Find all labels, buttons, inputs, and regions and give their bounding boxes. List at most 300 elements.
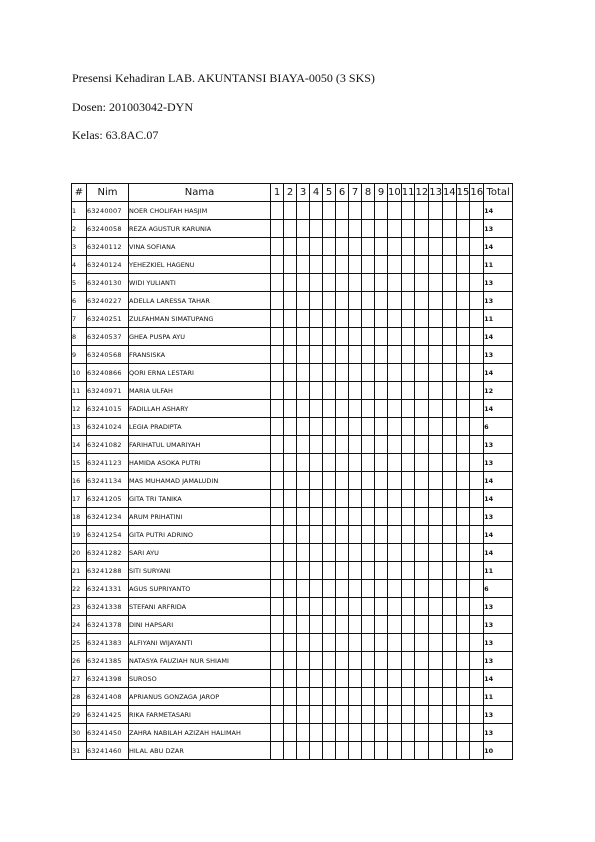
meeting-cell <box>362 562 375 580</box>
meeting-cell <box>349 724 362 742</box>
column-header: 2 <box>284 184 297 202</box>
meeting-cell <box>297 382 310 400</box>
meeting-cell <box>271 670 284 688</box>
meeting-cell <box>310 688 323 706</box>
meeting-cell <box>323 328 336 346</box>
meeting-cell <box>284 274 297 292</box>
table-row <box>72 220 513 238</box>
meeting-cell <box>442 508 456 526</box>
meeting-cell <box>415 508 429 526</box>
meeting-cell <box>362 724 375 742</box>
meeting-cell <box>388 382 402 400</box>
meeting-cell <box>336 328 349 346</box>
meeting-cell <box>456 742 470 760</box>
meeting-cell <box>271 436 284 454</box>
meeting-cell <box>362 436 375 454</box>
meeting-cell <box>297 436 310 454</box>
student-name: WIDI YULIANTI <box>129 274 271 292</box>
meeting-cell <box>429 274 443 292</box>
attendance-total: 14 <box>484 526 513 544</box>
meeting-cell <box>310 400 323 418</box>
meeting-cell <box>442 580 456 598</box>
meeting-cell <box>429 580 443 598</box>
student-nim: 63241331 <box>87 580 129 598</box>
meeting-cell <box>442 454 456 472</box>
meeting-cell <box>297 238 310 256</box>
meeting-cell <box>388 688 402 706</box>
student-nim: 63240866 <box>87 364 129 382</box>
table-row <box>72 706 513 724</box>
meeting-cell <box>349 256 362 274</box>
meeting-cell <box>401 598 415 616</box>
meeting-cell <box>310 598 323 616</box>
attendance-table <box>71 183 513 760</box>
meeting-cell <box>323 490 336 508</box>
meeting-cell <box>310 418 323 436</box>
row-number: 18 <box>72 508 87 526</box>
meeting-cell <box>362 670 375 688</box>
meeting-cell <box>375 400 388 418</box>
student-nim: 63241460 <box>87 742 129 760</box>
row-number: 17 <box>72 490 87 508</box>
meeting-cell <box>284 706 297 724</box>
meeting-cell <box>429 490 443 508</box>
meeting-cell <box>442 526 456 544</box>
student-name: HAMIDA ASOKA PUTRI <box>129 454 271 472</box>
meeting-cell <box>375 580 388 598</box>
meeting-cell <box>401 454 415 472</box>
meeting-cell <box>415 220 429 238</box>
attendance-total: 6 <box>484 418 513 436</box>
meeting-cell <box>284 652 297 670</box>
student-nim: 63241123 <box>87 454 129 472</box>
meeting-cell <box>284 724 297 742</box>
meeting-cell <box>388 418 402 436</box>
student-nim: 63241024 <box>87 418 129 436</box>
meeting-cell <box>323 526 336 544</box>
meeting-cell <box>375 526 388 544</box>
attendance-total: 13 <box>484 508 513 526</box>
meeting-cell <box>442 490 456 508</box>
meeting-cell <box>271 346 284 364</box>
meeting-cell <box>429 418 443 436</box>
row-number: 21 <box>72 562 87 580</box>
meeting-cell <box>310 508 323 526</box>
student-name: SUROSO <box>129 670 271 688</box>
meeting-cell <box>362 364 375 382</box>
meeting-cell <box>456 238 470 256</box>
meeting-cell <box>456 310 470 328</box>
table-row <box>72 598 513 616</box>
meeting-cell <box>349 580 362 598</box>
meeting-cell <box>271 724 284 742</box>
meeting-cell <box>429 544 443 562</box>
table-row <box>72 454 513 472</box>
meeting-cell <box>375 292 388 310</box>
meeting-cell <box>388 292 402 310</box>
meeting-cell <box>323 688 336 706</box>
meeting-cell <box>297 688 310 706</box>
meeting-cell <box>442 652 456 670</box>
meeting-cell <box>349 364 362 382</box>
meeting-cell <box>401 346 415 364</box>
column-header: 15 <box>456 184 470 202</box>
meeting-cell <box>284 742 297 760</box>
attendance-total: 14 <box>484 670 513 688</box>
meeting-cell <box>271 580 284 598</box>
student-nim: 63241288 <box>87 562 129 580</box>
meeting-cell <box>442 724 456 742</box>
meeting-cell <box>323 634 336 652</box>
meeting-cell <box>297 418 310 436</box>
meeting-cell <box>456 562 470 580</box>
meeting-cell <box>429 220 443 238</box>
meeting-cell <box>362 202 375 220</box>
student-name: SARI AYU <box>129 544 271 562</box>
meeting-cell <box>284 508 297 526</box>
meeting-cell <box>429 454 443 472</box>
attendance-total: 13 <box>484 652 513 670</box>
column-header: 8 <box>362 184 375 202</box>
meeting-cell <box>401 436 415 454</box>
meeting-cell <box>429 724 443 742</box>
meeting-cell <box>442 742 456 760</box>
meeting-cell <box>323 202 336 220</box>
meeting-cell <box>310 364 323 382</box>
meeting-cell <box>284 400 297 418</box>
meeting-cell <box>349 400 362 418</box>
row-number: 3 <box>72 238 87 256</box>
meeting-cell <box>336 598 349 616</box>
column-header: 7 <box>349 184 362 202</box>
meeting-cell <box>336 220 349 238</box>
meeting-cell <box>415 436 429 454</box>
meeting-cell <box>375 634 388 652</box>
meeting-cell <box>284 454 297 472</box>
meeting-cell <box>310 454 323 472</box>
row-number: 19 <box>72 526 87 544</box>
meeting-cell <box>415 274 429 292</box>
meeting-cell <box>310 202 323 220</box>
meeting-cell <box>271 274 284 292</box>
meeting-cell <box>349 382 362 400</box>
meeting-cell <box>336 400 349 418</box>
meeting-cell <box>470 472 484 490</box>
meeting-cell <box>323 652 336 670</box>
row-number: 26 <box>72 652 87 670</box>
meeting-cell <box>470 418 484 436</box>
meeting-cell <box>375 544 388 562</box>
meeting-cell <box>323 274 336 292</box>
meeting-cell <box>349 310 362 328</box>
meeting-cell <box>297 562 310 580</box>
meeting-cell <box>336 292 349 310</box>
meeting-cell <box>388 364 402 382</box>
meeting-cell <box>429 382 443 400</box>
meeting-cell <box>336 670 349 688</box>
student-nim: 63241282 <box>87 544 129 562</box>
meeting-cell <box>388 580 402 598</box>
student-name: ZAHRA NABILAH AZIZAH HALIMAH <box>129 724 271 742</box>
meeting-cell <box>336 310 349 328</box>
meeting-cell <box>415 256 429 274</box>
meeting-cell <box>470 328 484 346</box>
meeting-cell <box>284 670 297 688</box>
meeting-cell <box>470 670 484 688</box>
student-nim: 63241425 <box>87 706 129 724</box>
meeting-cell <box>336 382 349 400</box>
meeting-cell <box>310 670 323 688</box>
student-nim: 63241134 <box>87 472 129 490</box>
meeting-cell <box>470 346 484 364</box>
meeting-cell <box>271 688 284 706</box>
meeting-cell <box>349 526 362 544</box>
student-name: DINI HAPSARI <box>129 616 271 634</box>
column-header: Nim <box>87 184 129 202</box>
student-name: RIKA FARMETASARI <box>129 706 271 724</box>
meeting-cell <box>349 616 362 634</box>
student-name: QORI ERNA LESTARI <box>129 364 271 382</box>
student-name: APRIANUS GONZAGA JAROP <box>129 688 271 706</box>
meeting-cell <box>323 616 336 634</box>
meeting-cell <box>429 436 443 454</box>
attendance-total: 13 <box>484 346 513 364</box>
meeting-cell <box>271 400 284 418</box>
meeting-cell <box>310 562 323 580</box>
meeting-cell <box>336 724 349 742</box>
meeting-cell <box>336 652 349 670</box>
meeting-cell <box>456 328 470 346</box>
meeting-cell <box>362 418 375 436</box>
meeting-cell <box>401 238 415 256</box>
meeting-cell <box>429 670 443 688</box>
meeting-cell <box>336 364 349 382</box>
meeting-cell <box>375 364 388 382</box>
page-title: Presensi Kehadiran LAB. AKUNTANSI BIAYA-0050 (3 SKS) <box>72 71 375 85</box>
column-header: 16 <box>470 184 484 202</box>
meeting-cell <box>429 706 443 724</box>
meeting-cell <box>375 418 388 436</box>
meeting-cell <box>388 526 402 544</box>
meeting-cell <box>284 220 297 238</box>
meeting-cell <box>375 670 388 688</box>
meeting-cell <box>470 490 484 508</box>
meeting-cell <box>415 310 429 328</box>
meeting-cell <box>375 220 388 238</box>
student-name: AGUS SUPRIYANTO <box>129 580 271 598</box>
meeting-cell <box>362 382 375 400</box>
meeting-cell <box>310 436 323 454</box>
meeting-cell <box>310 238 323 256</box>
meeting-cell <box>442 382 456 400</box>
meeting-cell <box>388 472 402 490</box>
meeting-cell <box>271 616 284 634</box>
student-nim: 63241082 <box>87 436 129 454</box>
student-nim: 63240568 <box>87 346 129 364</box>
meeting-cell <box>336 508 349 526</box>
student-name: FARIHATUL UMARIYAH <box>129 436 271 454</box>
meeting-cell <box>336 256 349 274</box>
meeting-cell <box>362 652 375 670</box>
meeting-cell <box>442 688 456 706</box>
meeting-cell <box>470 634 484 652</box>
meeting-cell <box>271 598 284 616</box>
attendance-total: 13 <box>484 274 513 292</box>
meeting-cell <box>284 544 297 562</box>
column-header: 14 <box>442 184 456 202</box>
row-number: 29 <box>72 706 87 724</box>
meeting-cell <box>349 634 362 652</box>
meeting-cell <box>336 544 349 562</box>
meeting-cell <box>388 256 402 274</box>
meeting-cell <box>284 436 297 454</box>
meeting-cell <box>297 724 310 742</box>
meeting-cell <box>470 706 484 724</box>
meeting-cell <box>415 598 429 616</box>
row-number: 27 <box>72 670 87 688</box>
meeting-cell <box>297 328 310 346</box>
meeting-cell <box>323 220 336 238</box>
meeting-cell <box>456 472 470 490</box>
student-name: MAS MUHAMAD JAMALUDIN <box>129 472 271 490</box>
meeting-cell <box>336 274 349 292</box>
meeting-cell <box>349 490 362 508</box>
attendance-total: 13 <box>484 220 513 238</box>
meeting-cell <box>429 310 443 328</box>
meeting-cell <box>470 562 484 580</box>
meeting-cell <box>388 238 402 256</box>
column-header: 13 <box>429 184 443 202</box>
student-nim: 63240007 <box>87 202 129 220</box>
meeting-cell <box>388 670 402 688</box>
meeting-cell <box>271 634 284 652</box>
meeting-cell <box>323 364 336 382</box>
meeting-cell <box>470 544 484 562</box>
meeting-cell <box>362 490 375 508</box>
meeting-cell <box>442 346 456 364</box>
meeting-cell <box>284 472 297 490</box>
meeting-cell <box>310 220 323 238</box>
table-row <box>72 292 513 310</box>
row-number: 10 <box>72 364 87 382</box>
attendance-total: 13 <box>484 292 513 310</box>
meeting-cell <box>415 544 429 562</box>
student-name: ZULFAHMAN SIMATUPANG <box>129 310 271 328</box>
meeting-cell <box>456 274 470 292</box>
meeting-cell <box>271 508 284 526</box>
meeting-cell <box>310 382 323 400</box>
meeting-cell <box>271 220 284 238</box>
row-number: 5 <box>72 274 87 292</box>
row-number: 6 <box>72 292 87 310</box>
meeting-cell <box>456 598 470 616</box>
meeting-cell <box>456 706 470 724</box>
table-row <box>72 652 513 670</box>
student-name: SITI SURYANI <box>129 562 271 580</box>
meeting-cell <box>456 544 470 562</box>
meeting-cell <box>271 526 284 544</box>
meeting-cell <box>470 220 484 238</box>
attendance-total: 11 <box>484 256 513 274</box>
meeting-cell <box>429 292 443 310</box>
table-row <box>72 490 513 508</box>
meeting-cell <box>323 724 336 742</box>
meeting-cell <box>362 544 375 562</box>
meeting-cell <box>429 742 443 760</box>
meeting-cell <box>429 634 443 652</box>
meeting-cell <box>401 706 415 724</box>
meeting-cell <box>401 634 415 652</box>
meeting-cell <box>401 364 415 382</box>
student-name: ALFIYANI WIJAYANTI <box>129 634 271 652</box>
meeting-cell <box>442 598 456 616</box>
student-nim: 63240971 <box>87 382 129 400</box>
attendance-total: 14 <box>484 328 513 346</box>
meeting-cell <box>429 562 443 580</box>
table-row <box>72 256 513 274</box>
meeting-cell <box>415 634 429 652</box>
meeting-cell <box>323 580 336 598</box>
table-row <box>72 274 513 292</box>
meeting-cell <box>349 454 362 472</box>
meeting-cell <box>271 328 284 346</box>
meeting-cell <box>323 706 336 724</box>
meeting-cell <box>336 706 349 724</box>
meeting-cell <box>362 508 375 526</box>
meeting-cell <box>375 454 388 472</box>
meeting-cell <box>429 256 443 274</box>
meeting-cell <box>284 382 297 400</box>
meeting-cell <box>470 724 484 742</box>
row-number: 30 <box>72 724 87 742</box>
meeting-cell <box>401 688 415 706</box>
meeting-cell <box>349 544 362 562</box>
table-row <box>72 328 513 346</box>
meeting-cell <box>297 346 310 364</box>
meeting-cell <box>415 202 429 220</box>
meeting-cell <box>429 400 443 418</box>
meeting-cell <box>349 292 362 310</box>
attendance-total: 11 <box>484 310 513 328</box>
meeting-cell <box>388 400 402 418</box>
meeting-cell <box>470 652 484 670</box>
meeting-cell <box>429 508 443 526</box>
meeting-cell <box>297 310 310 328</box>
meeting-cell <box>375 256 388 274</box>
meeting-cell <box>349 274 362 292</box>
attendance-total: 11 <box>484 562 513 580</box>
meeting-cell <box>336 562 349 580</box>
student-nim: 63241015 <box>87 400 129 418</box>
meeting-cell <box>297 274 310 292</box>
student-nim: 63240130 <box>87 274 129 292</box>
meeting-cell <box>323 238 336 256</box>
column-header: 6 <box>336 184 349 202</box>
meeting-cell <box>470 256 484 274</box>
meeting-cell <box>401 310 415 328</box>
meeting-cell <box>323 292 336 310</box>
meeting-cell <box>415 382 429 400</box>
meeting-cell <box>310 490 323 508</box>
meeting-cell <box>297 202 310 220</box>
table-header-row <box>72 184 513 202</box>
student-name: GITA PUTRI ADRINO <box>129 526 271 544</box>
meeting-cell <box>456 382 470 400</box>
row-number: 4 <box>72 256 87 274</box>
meeting-cell <box>310 310 323 328</box>
meeting-cell <box>310 724 323 742</box>
row-number: 11 <box>72 382 87 400</box>
